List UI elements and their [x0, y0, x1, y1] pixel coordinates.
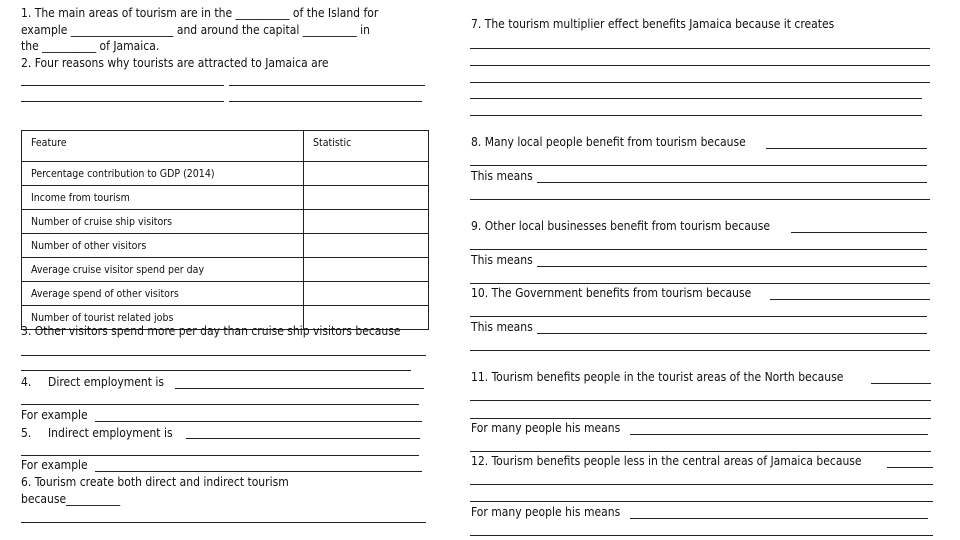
answer-line[interactable]	[470, 501, 933, 502]
answer-line[interactable]	[21, 455, 419, 456]
answer-line[interactable]	[21, 522, 426, 523]
table-row-label: Average cruise visitor spend per day	[22, 258, 304, 282]
answer-line[interactable]	[175, 388, 424, 389]
answer-line[interactable]	[229, 101, 422, 102]
answer-line[interactable]	[470, 418, 931, 419]
statistic-cell[interactable]	[304, 210, 429, 234]
answer-line[interactable]	[470, 165, 927, 166]
answer-line[interactable]	[766, 148, 927, 149]
q5-example-label: For example	[21, 458, 88, 472]
statistic-cell[interactable]	[304, 186, 429, 210]
q5-question: Indirect employment is	[48, 426, 173, 440]
statistic-cell[interactable]	[304, 258, 429, 282]
q10-question: 10. The Government benefits from tourism because	[471, 286, 752, 300]
q1-line-1: 1. The main areas of tourism are in the __________ of the Island for	[21, 6, 379, 20]
answer-line[interactable]	[791, 232, 927, 233]
answer-line[interactable]	[470, 451, 931, 452]
q4-question: Direct employment is	[48, 375, 165, 389]
answer-line[interactable]	[21, 85, 224, 86]
q12-means-label: For many people his means	[471, 505, 621, 519]
answer-line[interactable]	[470, 350, 930, 351]
table-row-label: Average spend of other visitors	[22, 282, 304, 306]
q1-line-2: example ___________________ and around the capital __________ in	[21, 23, 371, 37]
statistic-cell[interactable]	[304, 162, 429, 186]
answer-line[interactable]	[21, 355, 426, 356]
table-row-label: Percentage contribution to GDP (2014)	[22, 162, 304, 186]
answer-line[interactable]	[470, 98, 922, 99]
table-header-feature: Feature	[22, 131, 304, 162]
answer-line[interactable]	[537, 266, 927, 267]
q4-example-label: For example	[21, 408, 88, 422]
answer-line[interactable]	[470, 249, 927, 250]
table-row-label: Number of other visitors	[22, 234, 304, 258]
q4-number: 4.	[21, 375, 32, 389]
table-row-label: Number of tourist related jobs	[22, 306, 304, 330]
answer-line[interactable]	[470, 316, 927, 317]
answer-line[interactable]	[21, 404, 419, 405]
table-row-label: Number of cruise ship visitors	[22, 210, 304, 234]
q9-question: 9. Other local businesses benefit from tourism because	[471, 219, 770, 233]
q1-line-3: the __________ of Jamaica.	[21, 39, 160, 53]
answer-line[interactable]	[470, 82, 930, 83]
table-header-statistic: Statistic	[304, 131, 429, 162]
q11-means-label: For many people his means	[471, 421, 621, 435]
answer-line[interactable]	[21, 101, 224, 102]
answer-line[interactable]	[537, 182, 927, 183]
answer-line[interactable]	[630, 518, 928, 519]
q5-number: 5.	[21, 426, 32, 440]
q11-question: 11. Tourism benefits people in the tourist areas of the North because	[471, 370, 844, 384]
table-row-label: Income from tourism	[22, 186, 304, 210]
q6-line-2: because__________	[21, 492, 121, 506]
answer-line[interactable]	[470, 535, 933, 536]
answer-line[interactable]	[470, 48, 930, 49]
q8-question: 8. Many local people benefit from tourism because	[471, 135, 746, 149]
q8-means-label: This means	[471, 169, 533, 183]
q2-question: 2. Four reasons why tourists are attracted to Jamaica are	[21, 56, 329, 70]
answer-line[interactable]	[770, 299, 930, 300]
answer-line[interactable]	[470, 199, 930, 200]
answer-line[interactable]	[21, 370, 411, 371]
tourism-statistics-table	[21, 130, 429, 330]
answer-line[interactable]	[470, 400, 931, 401]
statistic-cell[interactable]	[304, 282, 429, 306]
answer-line[interactable]	[470, 115, 922, 116]
q3-question: 3. Other visitors spend more per day than cruise ship visitors because	[21, 324, 401, 338]
q6-line-1: 6. Tourism create both direct and indirect tourism	[21, 475, 289, 489]
q9-means-label: This means	[471, 253, 533, 267]
answer-line[interactable]	[537, 333, 927, 334]
q12-question: 12. Tourism benefits people less in the central areas of Jamaica because	[471, 454, 862, 468]
answer-line[interactable]	[95, 421, 422, 422]
answer-line[interactable]	[871, 383, 931, 384]
answer-line[interactable]	[470, 283, 930, 284]
q7-question: 7. The tourism multiplier effect benefits Jamaica because it creates	[471, 17, 835, 31]
answer-line[interactable]	[95, 471, 422, 472]
answer-line[interactable]	[470, 65, 930, 66]
answer-line[interactable]	[470, 484, 933, 485]
answer-line[interactable]	[186, 438, 420, 439]
statistic-cell[interactable]	[304, 234, 429, 258]
answer-line[interactable]	[229, 85, 425, 86]
q10-means-label: This means	[471, 320, 533, 334]
answer-line[interactable]	[630, 434, 928, 435]
answer-line[interactable]	[887, 467, 933, 468]
